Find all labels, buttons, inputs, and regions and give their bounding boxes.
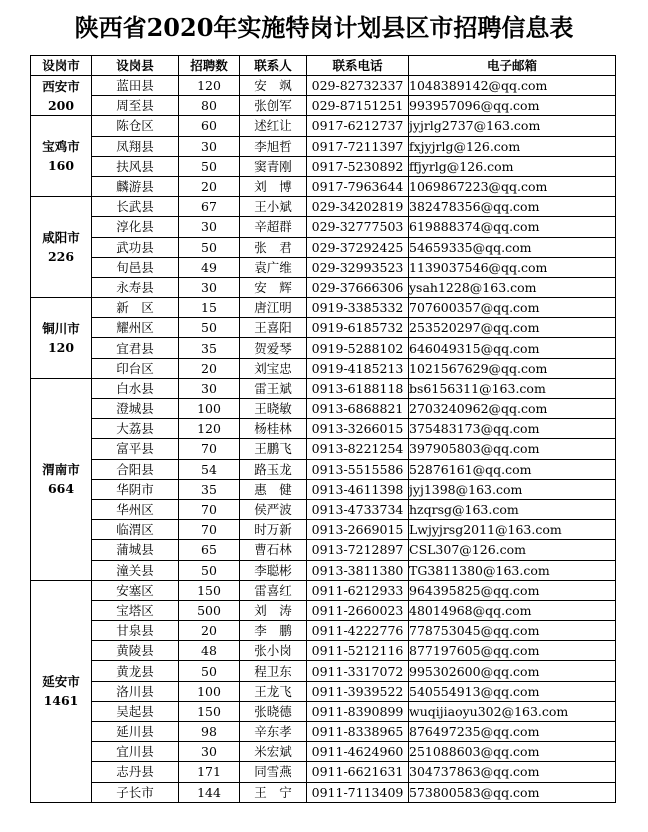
county-cell: 澄城县: [92, 399, 179, 419]
phone-cell: 0919-4185213: [307, 358, 409, 378]
county-cell: 黄龙县: [92, 661, 179, 681]
email-cell: ffjyrlg@126.com: [409, 156, 616, 176]
table-row: [31, 338, 616, 358]
email-cell: 876497235@qq.com: [409, 722, 616, 742]
phone-cell: 0911-4624960: [307, 742, 409, 762]
email-cell: ysah1228@163.com: [409, 277, 616, 297]
count-cell: 49: [179, 257, 240, 277]
email-cell: fxjyjrlg@126.com: [409, 136, 616, 156]
city-total: 200: [47, 97, 75, 113]
phone-cell: 0911-6621631: [307, 762, 409, 782]
table-row: [31, 722, 616, 742]
contact-cell: 李 鹏: [240, 621, 307, 641]
count-cell: 80: [179, 96, 240, 116]
table-body: [31, 76, 616, 803]
city-total: 120: [47, 339, 75, 355]
contact-cell: 辛东孝: [240, 722, 307, 742]
phone-cell: 029-34202819: [307, 197, 409, 217]
county-cell: 洛川县: [92, 681, 179, 701]
county-cell: 扶风县: [92, 156, 179, 176]
column-header-count: 招聘数: [179, 56, 240, 76]
table-row: [31, 701, 616, 721]
contact-cell: 王喜阳: [240, 318, 307, 338]
county-cell: 潼关县: [92, 560, 179, 580]
table-row: [31, 358, 616, 378]
email-cell: 964395825@qq.com: [409, 580, 616, 600]
county-cell: 富平县: [92, 439, 179, 459]
contact-cell: 袁广维: [240, 257, 307, 277]
count-cell: 50: [179, 318, 240, 338]
county-cell: 新 区: [92, 298, 179, 318]
phone-cell: 029-87151251: [307, 96, 409, 116]
phone-cell: 0913-6188118: [307, 378, 409, 398]
city-cell: [31, 580, 92, 802]
table-row: [31, 277, 616, 297]
county-cell: 蒲城县: [92, 540, 179, 560]
table-row: [31, 217, 616, 237]
county-cell: 周至县: [92, 96, 179, 116]
phone-cell: 0913-2669015: [307, 520, 409, 540]
email-cell: 1048389142@qq.com: [409, 76, 616, 96]
column-header-city: 设岗市: [31, 56, 92, 76]
count-cell: 100: [179, 681, 240, 701]
county-cell: 麟游县: [92, 176, 179, 196]
contact-cell: 张晓德: [240, 701, 307, 721]
email-cell: 54659335@qq.com: [409, 237, 616, 257]
county-cell: 印台区: [92, 358, 179, 378]
county-cell: 黄陵县: [92, 641, 179, 661]
count-cell: 120: [179, 76, 240, 96]
contact-cell: 唐江明: [240, 298, 307, 318]
contact-cell: 王 宁: [240, 782, 307, 802]
county-cell: 甘泉县: [92, 621, 179, 641]
count-cell: 150: [179, 580, 240, 600]
contact-cell: 述红让: [240, 116, 307, 136]
email-cell: 1139037546@qq.com: [409, 257, 616, 277]
city-name: 铜川市: [42, 320, 80, 336]
phone-cell: 0913-7212897: [307, 540, 409, 560]
table-row: [31, 76, 616, 96]
email-cell: CSL307@126.com: [409, 540, 616, 560]
table-row: [31, 459, 616, 479]
count-cell: 35: [179, 338, 240, 358]
table-row: [31, 661, 616, 681]
email-cell: bs6156311@163.com: [409, 378, 616, 398]
contact-cell: 安 辉: [240, 277, 307, 297]
city-name: 西安市: [42, 78, 80, 94]
column-header-contact: 联系人: [240, 56, 307, 76]
count-cell: 70: [179, 439, 240, 459]
email-cell: hzqrsg@163.com: [409, 499, 616, 519]
contact-cell: 时万新: [240, 520, 307, 540]
county-cell: 耀州区: [92, 318, 179, 338]
county-cell: 长武县: [92, 197, 179, 217]
count-cell: 70: [179, 520, 240, 540]
county-cell: 华阴市: [92, 479, 179, 499]
count-cell: 35: [179, 479, 240, 499]
count-cell: 144: [179, 782, 240, 802]
contact-cell: 同雪燕: [240, 762, 307, 782]
email-cell: 1069867223@qq.com: [409, 176, 616, 196]
phone-cell: 0913-3266015: [307, 419, 409, 439]
count-cell: 65: [179, 540, 240, 560]
contact-cell: 张小岗: [240, 641, 307, 661]
county-cell: 安塞区: [92, 580, 179, 600]
count-cell: 500: [179, 600, 240, 620]
table-row: [31, 681, 616, 701]
phone-cell: 0919-5288102: [307, 338, 409, 358]
contact-cell: 窦青刚: [240, 156, 307, 176]
email-cell: 251088603@qq.com: [409, 742, 616, 762]
city-cell: [31, 116, 92, 197]
email-cell: jyjrlg2737@163.com: [409, 116, 616, 136]
phone-cell: 0913-8221254: [307, 439, 409, 459]
email-cell: 646049315@qq.com: [409, 338, 616, 358]
contact-cell: 刘 博: [240, 176, 307, 196]
page-title: 陕西省2020年实施特岗计划县区市招聘信息表: [74, 13, 574, 42]
contact-cell: 张创军: [240, 96, 307, 116]
table-row: [31, 378, 616, 398]
phone-cell: 0919-3385332: [307, 298, 409, 318]
email-cell: 253520297@qq.com: [409, 318, 616, 338]
contact-cell: 刘宝忠: [240, 358, 307, 378]
county-cell: 淳化县: [92, 217, 179, 237]
phone-cell: 0913-5515586: [307, 459, 409, 479]
count-cell: 60: [179, 116, 240, 136]
email-cell: TG3811380@163.com: [409, 560, 616, 580]
count-cell: 50: [179, 156, 240, 176]
contact-cell: 惠 健: [240, 479, 307, 499]
email-cell: 304737863@qq.com: [409, 762, 616, 782]
email-cell: 2703240962@qq.com: [409, 399, 616, 419]
table-row: [31, 399, 616, 419]
county-cell: 延川县: [92, 722, 179, 742]
email-cell: 48014968@qq.com: [409, 600, 616, 620]
phone-cell: 0911-8338965: [307, 722, 409, 742]
table-row: [31, 762, 616, 782]
contact-cell: 李聪彬: [240, 560, 307, 580]
phone-cell: 029-37666306: [307, 277, 409, 297]
table-row: [31, 176, 616, 196]
county-cell: 宝塔区: [92, 600, 179, 620]
email-cell: jyj1398@163.com: [409, 479, 616, 499]
email-cell: 993957096@qq.com: [409, 96, 616, 116]
phone-cell: 0911-7113409: [307, 782, 409, 802]
count-cell: 20: [179, 176, 240, 196]
column-header-email: 电子邮箱: [409, 56, 616, 76]
phone-cell: 0911-3939522: [307, 681, 409, 701]
phone-cell: 0911-4222776: [307, 621, 409, 641]
count-cell: 150: [179, 701, 240, 721]
county-cell: 凤翔县: [92, 136, 179, 156]
city-name: 咸阳市: [42, 230, 80, 246]
table-row: [31, 540, 616, 560]
table-row: [31, 197, 616, 217]
email-cell: 877197605@qq.com: [409, 641, 616, 661]
email-cell: 573800583@qq.com: [409, 782, 616, 802]
county-cell: 子长市: [92, 782, 179, 802]
phone-cell: 0917-7211397: [307, 136, 409, 156]
phone-cell: 0917-7963644: [307, 176, 409, 196]
table-row: [31, 621, 616, 641]
city-cell: [31, 76, 92, 116]
table-row: [31, 641, 616, 661]
contact-cell: 侯严波: [240, 499, 307, 519]
count-cell: 120: [179, 419, 240, 439]
county-cell: 华州区: [92, 499, 179, 519]
table-row: [31, 298, 616, 318]
count-cell: 54: [179, 459, 240, 479]
county-cell: 蓝田县: [92, 76, 179, 96]
city-total: 664: [47, 481, 75, 497]
phone-cell: 0911-5212116: [307, 641, 409, 661]
contact-cell: 路玉龙: [240, 459, 307, 479]
contact-cell: 杨桂林: [240, 419, 307, 439]
count-cell: 15: [179, 298, 240, 318]
email-cell: 52876161@qq.com: [409, 459, 616, 479]
contact-cell: 曹石林: [240, 540, 307, 560]
count-cell: 50: [179, 237, 240, 257]
email-cell: 1021567629@qq.com: [409, 358, 616, 378]
table-row: [31, 600, 616, 620]
table-row: [31, 156, 616, 176]
email-cell: 540554913@qq.com: [409, 681, 616, 701]
county-cell: 临渭区: [92, 520, 179, 540]
table-row: [31, 742, 616, 762]
phone-cell: 0913-6868821: [307, 399, 409, 419]
count-cell: 67: [179, 197, 240, 217]
email-cell: 619888374@qq.com: [409, 217, 616, 237]
contact-cell: 刘 涛: [240, 600, 307, 620]
county-cell: 武功县: [92, 237, 179, 257]
contact-cell: 米宏斌: [240, 742, 307, 762]
email-cell: 375483173@qq.com: [409, 419, 616, 439]
table-header-row: [31, 56, 616, 76]
email-cell: Lwjyjrsg2011@163.com: [409, 520, 616, 540]
table-row: [31, 419, 616, 439]
email-cell: 382478356@qq.com: [409, 197, 616, 217]
phone-cell: 0911-3317072: [307, 661, 409, 681]
count-cell: 30: [179, 217, 240, 237]
contact-cell: 王龙飞: [240, 681, 307, 701]
county-cell: 合阳县: [92, 459, 179, 479]
contact-cell: 雷喜红: [240, 580, 307, 600]
county-cell: 志丹县: [92, 762, 179, 782]
email-cell: 995302600@qq.com: [409, 661, 616, 681]
city-cell: [31, 378, 92, 580]
phone-cell: 0919-6185732: [307, 318, 409, 338]
county-cell: 永寿县: [92, 277, 179, 297]
contact-cell: 王鹏飞: [240, 439, 307, 459]
count-cell: 50: [179, 560, 240, 580]
city-total: 160: [47, 158, 75, 174]
table-row: [31, 96, 616, 116]
count-cell: 48: [179, 641, 240, 661]
city-name: 渭南市: [42, 462, 80, 478]
table-row: [31, 318, 616, 338]
count-cell: 30: [179, 742, 240, 762]
contact-cell: 贺爱琴: [240, 338, 307, 358]
count-cell: 20: [179, 358, 240, 378]
contact-cell: 程卫东: [240, 661, 307, 681]
table-row: [31, 136, 616, 156]
phone-cell: 0913-3811380: [307, 560, 409, 580]
table-row: [31, 116, 616, 136]
count-cell: 50: [179, 661, 240, 681]
email-cell: wuqijiaoyu302@163.com: [409, 701, 616, 721]
table-row: [31, 237, 616, 257]
city-total: 1461: [43, 693, 79, 709]
city-cell: [31, 197, 92, 298]
count-cell: 70: [179, 499, 240, 519]
column-header-county: 设岗县: [92, 56, 179, 76]
contact-cell: 辛超群: [240, 217, 307, 237]
county-cell: 吴起县: [92, 701, 179, 721]
count-cell: 20: [179, 621, 240, 641]
phone-cell: 0911-2660023: [307, 600, 409, 620]
email-cell: 397905803@qq.com: [409, 439, 616, 459]
phone-cell: 0913-4733734: [307, 499, 409, 519]
phone-cell: 029-32777503: [307, 217, 409, 237]
table-row: [31, 257, 616, 277]
city-name: 宝鸡市: [42, 139, 80, 155]
county-cell: 宜川县: [92, 742, 179, 762]
phone-cell: 0911-6212933: [307, 580, 409, 600]
email-cell: 778753045@qq.com: [409, 621, 616, 641]
county-cell: 白水县: [92, 378, 179, 398]
contact-cell: 张 君: [240, 237, 307, 257]
city-cell: [31, 298, 92, 379]
contact-cell: 王晓敏: [240, 399, 307, 419]
phone-cell: 0917-6212737: [307, 116, 409, 136]
county-cell: 大荔县: [92, 419, 179, 439]
table-row: [31, 580, 616, 600]
phone-cell: 029-32993523: [307, 257, 409, 277]
contact-cell: 雷王斌: [240, 378, 307, 398]
column-header-phone: 联系电话: [307, 56, 409, 76]
phone-cell: 029-82732337: [307, 76, 409, 96]
table-row: [31, 520, 616, 540]
phone-cell: 0913-4611398: [307, 479, 409, 499]
phone-cell: 029-37292425: [307, 237, 409, 257]
table-row: [31, 479, 616, 499]
table-row: [31, 439, 616, 459]
table-row: [31, 782, 616, 802]
count-cell: 171: [179, 762, 240, 782]
count-cell: 30: [179, 378, 240, 398]
count-cell: 30: [179, 136, 240, 156]
contact-cell: 李旭哲: [240, 136, 307, 156]
count-cell: 100: [179, 399, 240, 419]
county-cell: 宜君县: [92, 338, 179, 358]
contact-cell: 安 飒: [240, 76, 307, 96]
recruitment-table: [30, 55, 616, 803]
county-cell: 陈仓区: [92, 116, 179, 136]
table-row: [31, 560, 616, 580]
email-cell: 707600357@qq.com: [409, 298, 616, 318]
count-cell: 98: [179, 722, 240, 742]
city-total: 226: [47, 249, 75, 265]
count-cell: 30: [179, 277, 240, 297]
contact-cell: 王小斌: [240, 197, 307, 217]
phone-cell: 0917-5230892: [307, 156, 409, 176]
city-name: 延安市: [42, 674, 80, 690]
table-row: [31, 499, 616, 519]
phone-cell: 0911-8390899: [307, 701, 409, 721]
county-cell: 旬邑县: [92, 257, 179, 277]
